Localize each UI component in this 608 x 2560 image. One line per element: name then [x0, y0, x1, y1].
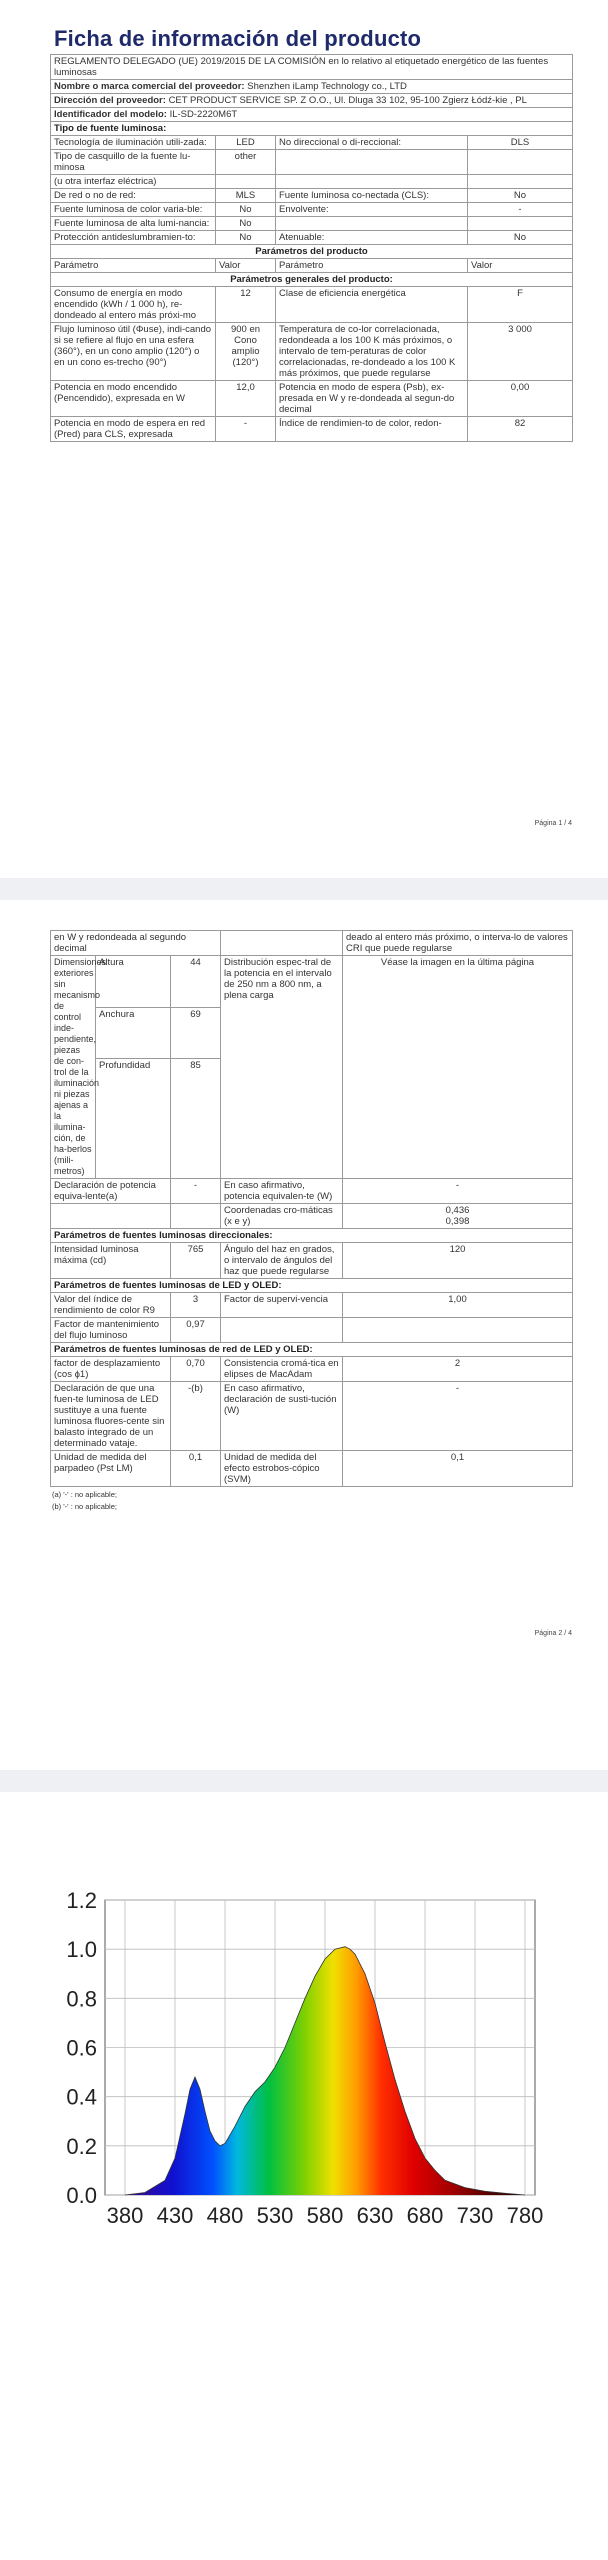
x-tick-label: 530	[256, 2203, 294, 2228]
led-params-heading: Parámetros de fuentes luminosas de LED y OLED:	[51, 1279, 573, 1293]
row-value: -(b)	[171, 1382, 221, 1451]
y-tick-label: 1.2	[66, 1888, 97, 1913]
regulation-text: REGLAMENTO DELEGADO (UE) 2019/2015 DE LA COMISIÓN en lo relativo al etiquetado energético de las fuentes luminosas	[51, 55, 573, 80]
row-value: 0,70	[171, 1357, 221, 1382]
row-label: Unidad de medida del parpadeo (Pst LM)	[51, 1451, 171, 1487]
row-value: -	[343, 1179, 573, 1204]
row-value: 3 000	[468, 323, 573, 381]
x-tick-label: 730	[456, 2203, 494, 2228]
page-number: Página 1 / 4	[534, 820, 572, 827]
general-params-heading: Parámetros generales del producto:	[51, 273, 573, 287]
row-label: Fuente luminosa co-nectada (CLS):	[276, 189, 468, 203]
table-row	[51, 417, 573, 442]
table-row	[51, 136, 573, 150]
supplier-name: Shenzhen iLamp Technology co., LTD	[247, 81, 407, 92]
row-label: (u otra interfaz eléctrica)	[51, 175, 216, 189]
table-row	[51, 1243, 573, 1279]
row-value: 0,436 0,398	[343, 1204, 573, 1229]
row-value: No	[216, 231, 276, 245]
row-value: F	[468, 287, 573, 323]
x-tick-label: 680	[406, 2203, 444, 2228]
supplier-address-label: Dirección del proveedor:	[54, 95, 166, 106]
row-value: MLS	[216, 189, 276, 203]
row-value: 0,97	[171, 1318, 221, 1343]
product-info-table	[50, 54, 573, 442]
row-label: Clase de eficiencia energética	[276, 287, 468, 323]
table-row	[51, 217, 573, 231]
y-tick-label: 0.0	[66, 2183, 97, 2208]
row-label: Coordenadas cro-máticas (x e y)	[221, 1204, 343, 1229]
row-value: No	[216, 203, 276, 217]
row-label: Potencia en modo encendido (Pencendido), expresada en W	[51, 381, 216, 417]
table-row	[51, 381, 573, 417]
row-label: Valor del índice de rendimiento de color R9	[51, 1293, 171, 1318]
row-label: Declaración de potencia equiva-lente(a)	[51, 1179, 171, 1204]
spectrum-svg	[50, 1875, 550, 2255]
row-value: No	[216, 217, 276, 231]
row-value: 120	[343, 1243, 573, 1279]
value-column-header: Valor	[468, 259, 573, 273]
x-tick-label: 630	[356, 2203, 394, 2228]
row-label: Potencia en modo de espera en red (Pred) para CLS, expresada	[51, 417, 216, 442]
product-params-heading: Parámetros del producto	[51, 245, 573, 259]
row-value: 3	[171, 1293, 221, 1318]
row-value: 900 en Cono amplio (120°)	[216, 323, 276, 381]
light-source-type-heading: Tipo de fuente luminosa:	[51, 122, 573, 136]
row-label: Atenuable:	[276, 231, 468, 245]
row-label: Factor de supervi-vencia	[221, 1293, 343, 1318]
spectral-distribution-chart	[50, 1875, 550, 2255]
value-column-header: Valor	[216, 259, 276, 273]
x-tick-label: 380	[106, 2203, 144, 2228]
y-tick-label: 0.6	[66, 2035, 97, 2061]
param-column-header: Parámetro	[276, 259, 468, 273]
x-tick-labels	[107, 2203, 544, 2228]
row-value: 0,1	[171, 1451, 221, 1487]
param-column-header: Parámetro	[51, 259, 216, 273]
row-value: DLS	[468, 136, 573, 150]
row-label: Consumo de energía en modo encendido (kWh / 1 000 h), re-dondeado al entero más próxi-mo	[51, 287, 216, 323]
row-value: 82	[468, 417, 573, 442]
x-tick-label: 430	[156, 2203, 194, 2228]
page-1	[50, 20, 572, 845]
table-row	[51, 189, 573, 203]
row-label: Intensidad luminosa máxima (cd)	[51, 1243, 171, 1279]
directional-params-heading: Parámetros de fuentes luminosas direccionales:	[51, 1229, 573, 1243]
dimensions-label: Dimensiones exteriores sin mecanismo de control inde-pendiente, piezas de con-trol de la iluminación ni piezas ajenas a la ilumina-ción, de ha-berlos (mili-metros)	[51, 956, 96, 1179]
row-label: En caso afirmativo, declaración de susti-tución (W)	[221, 1382, 343, 1451]
row-value: -	[343, 1382, 573, 1451]
model-label: Identificador del modelo:	[54, 109, 167, 120]
row-label: Distribución espec-tral de la potencia en el intervalo de 250 nm a 800 nm, a plena carga	[221, 956, 343, 1179]
table-row	[51, 1293, 573, 1318]
table-row	[51, 1204, 573, 1229]
dimension-value: 44	[171, 956, 221, 1008]
row-value: 0,00	[468, 381, 573, 417]
row-label: Ángulo del haz en grados, o intervalo de ángulos del haz que puede regularse	[221, 1243, 343, 1279]
x-tick-label: 480	[206, 2203, 244, 2228]
row-label: Fuente luminosa de color varia-ble:	[51, 203, 216, 217]
row-label: Flujo luminoso útil (Φuse), indi-cando si se refiere al flujo en una esfera (360°), en un cono amplio (120°) o en un cono es-trecho (90°)	[51, 323, 216, 381]
row-label: factor de desplazamiento (cos ϕ1)	[51, 1357, 171, 1382]
table-row	[51, 1451, 573, 1487]
row-value: No	[468, 189, 573, 203]
row-label: En caso afirmativo, potencia equivalen-te (W)	[221, 1179, 343, 1204]
row-value: 12	[216, 287, 276, 323]
footnote-a: (a) '-' : no aplicable;	[52, 1490, 117, 1499]
dimension-key: Profundidad	[96, 1059, 171, 1179]
dimension-value: 85	[171, 1059, 221, 1179]
row-value: other	[216, 150, 276, 175]
page-separator	[0, 1770, 608, 1792]
row-value: -	[171, 1179, 221, 1204]
page-separator	[0, 878, 608, 900]
row-label: Declaración de que una fuen-te luminosa de LED sustituye a una fuente luminosa fluores-cente sin balasto integrado de un determinado vataje.	[51, 1382, 171, 1451]
row-value: -	[468, 203, 573, 217]
row-label: Temperatura de co-lor correlacionada, redondeada a los 100 K más próximos, o intervalo de tem-peraturas de color correlacionadas, re-dondeado a los 100 K más próximos, que puede regularse	[276, 323, 468, 381]
footnote-b: (b) '-' : no aplicable;	[52, 1502, 117, 1511]
dimension-key: Altura	[96, 956, 171, 1008]
table-row	[51, 150, 573, 175]
y-tick-label: 0.2	[66, 2133, 97, 2159]
dimension-value: 69	[171, 1007, 221, 1059]
table-row	[51, 203, 573, 217]
x-tick-label: 580	[306, 2203, 344, 2228]
supplier-address: CET PRODUCT SERVICE SP. Z O.O., Ul. Dluga 33 102, 95-100 Zgierz Łódź-kie , PL	[168, 95, 527, 106]
row-label: Tecnología de iluminación utili-zada:	[51, 136, 216, 150]
y-tick-label: 0.4	[66, 2084, 97, 2110]
table-row	[51, 287, 573, 323]
row-label: Potencia en modo de espera (Psb), ex-presada en W y re-dondeada al segun-do decimal	[276, 381, 468, 417]
x-tick-label: 780	[506, 2203, 544, 2228]
row-value: No	[468, 231, 573, 245]
row-label: deado al entero más próximo, o interva-lo de valores CRI que puede regularse	[343, 931, 573, 956]
row-value: -	[216, 417, 276, 442]
table-row	[51, 931, 573, 956]
table-row	[51, 1382, 573, 1451]
row-value: 12,0	[216, 381, 276, 417]
row-value: 1,00	[343, 1293, 573, 1318]
row-label: en W y redondeada al segundo decimal	[51, 931, 221, 956]
product-params-table	[50, 930, 573, 1487]
row-value: 765	[171, 1243, 221, 1279]
row-label: Tipo de casquillo de la fuente lu-minosa	[51, 150, 216, 175]
table-row	[51, 1179, 573, 1204]
mains-led-params-heading: Parámetros de fuentes luminosas de red de LED y OLED:	[51, 1343, 573, 1357]
supplier-name-label: Nombre o marca comercial del proveedor:	[54, 81, 245, 92]
page-number: Página 2 / 4	[534, 1630, 572, 1637]
table-row	[51, 175, 573, 189]
row-label: Fuente luminosa de alta lumi-nancia:	[51, 217, 216, 231]
page-2	[50, 930, 572, 1650]
y-tick-label: 0.8	[66, 1986, 97, 2012]
table-row	[51, 1318, 573, 1343]
row-label: Envolvente:	[276, 203, 468, 217]
table-row	[51, 1357, 573, 1382]
row-label: Protección antideslumbramien-to:	[51, 231, 216, 245]
footnotes	[50, 1489, 572, 1513]
row-value: 2	[343, 1357, 573, 1382]
row-label: Factor de mantenimiento del flujo luminoso	[51, 1318, 171, 1343]
row-label: De red o no de red:	[51, 189, 216, 203]
table-row	[51, 231, 573, 245]
model-id: IL-SD-2220M6T	[169, 109, 238, 120]
row-label: Consistencia cromá-tica en elipses de MacAdam	[221, 1357, 343, 1382]
row-label: Unidad de medida del efecto estrobos-cópico (SVM)	[221, 1451, 343, 1487]
dimension-key: Anchura	[96, 1007, 171, 1059]
row-label: No direccional o di-reccional:	[276, 136, 468, 150]
table-row	[51, 323, 573, 381]
row-value: LED	[216, 136, 276, 150]
row-label: Índice de rendimien-to de color, redon-	[276, 417, 468, 442]
document-title: Ficha de información del producto	[54, 26, 422, 51]
y-tick-label: 1.0	[66, 1937, 97, 1963]
row-value: Véase la imagen en la última página	[343, 956, 573, 1179]
row-value: 0,1	[343, 1451, 573, 1487]
dimensions-row	[51, 956, 573, 1008]
